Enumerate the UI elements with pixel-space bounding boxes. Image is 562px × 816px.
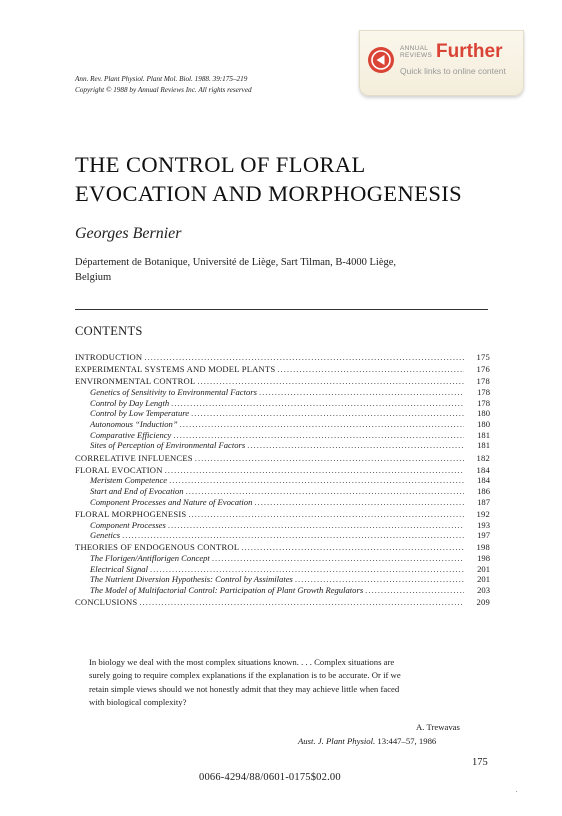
toc-leader-dots xyxy=(180,419,464,430)
toc-entry-page: 182 xyxy=(476,452,490,463)
toc-leader-dots xyxy=(150,564,464,575)
toc-entry[interactable] xyxy=(75,509,490,520)
toc-entry[interactable] xyxy=(75,408,490,419)
toc-entry-page: 198 xyxy=(477,553,490,564)
toc-leader-dots xyxy=(165,465,464,476)
citation-line-1: Ann. Rev. Plant Physiol. Plant Mol. Biol. 1988. 39:175–219 xyxy=(75,75,248,83)
toc-entry[interactable] xyxy=(75,364,490,375)
toc-leader-dots xyxy=(295,574,464,585)
toc-leader-dots xyxy=(259,387,464,398)
toc-entry-page: 176 xyxy=(476,364,490,375)
toc-entry[interactable] xyxy=(75,398,490,409)
article-title: THE CONTROL OF FLORAL EVOCATION AND MORPHOGENESIS xyxy=(75,152,463,206)
toc-entry[interactable] xyxy=(75,574,490,585)
toc-entry[interactable] xyxy=(75,453,490,464)
toc-entry-page: 180 xyxy=(477,408,490,419)
page-number: 175 xyxy=(472,757,488,768)
toc-entry-page: 184 xyxy=(477,475,490,486)
toc-entry-page: 186 xyxy=(477,486,490,497)
annual-reviews-further-badge[interactable] xyxy=(359,30,524,96)
toc-entry-label: Control by Day Length xyxy=(90,397,170,408)
toc-entry-label: CORRELATIVE INFLUENCES xyxy=(75,452,193,463)
badge-tagline: Quick links to online content xyxy=(400,66,506,76)
toc-entry-page: 193 xyxy=(477,519,490,530)
toc-entry-page: 178 xyxy=(476,376,490,387)
toc-entry-label: Autonomous “Induction” xyxy=(90,419,178,430)
table-of-contents xyxy=(75,352,490,608)
toc-entry-page: 175 xyxy=(476,352,490,362)
toc-entry-page: 181 xyxy=(477,440,490,451)
author-affiliation: Département de Botanique, Université de Liège, Sart Tilman, B-4000 Liège, Belgium xyxy=(75,257,397,283)
toc-entry-label: Component Processes xyxy=(90,519,166,530)
toc-entry-label: CONCLUSIONS xyxy=(75,597,138,608)
citation-line-2: Copyright © 1988 by Annual Reviews Inc. All rights reserved xyxy=(75,86,252,94)
author-name: Georges Bernier xyxy=(75,225,182,242)
toc-entry[interactable] xyxy=(75,520,490,531)
toc-entry-label: FLORAL EVOCATION xyxy=(75,464,163,475)
toc-leader-dots xyxy=(173,430,464,441)
toc-entry-label: Sites of Perception of Environmental Factors xyxy=(90,440,246,451)
toc-leader-dots xyxy=(365,585,464,596)
toc-entry-page: 192 xyxy=(476,508,490,519)
further-brand: Further xyxy=(436,41,503,62)
toc-entry[interactable] xyxy=(75,553,490,564)
toc-entry[interactable] xyxy=(75,486,490,497)
toc-entry[interactable] xyxy=(75,585,490,596)
toc-entry[interactable] xyxy=(75,387,490,398)
play-left-icon xyxy=(368,47,394,73)
toc-entry[interactable] xyxy=(75,564,490,575)
toc-leader-dots xyxy=(195,453,464,464)
toc-leader-dots xyxy=(139,597,464,608)
toc-entry-page: 197 xyxy=(477,530,490,541)
toc-entry[interactable] xyxy=(75,497,490,508)
toc-leader-dots xyxy=(122,530,464,541)
toc-entry-label: THEORIES OF ENDOGENOUS CONTROL xyxy=(75,542,240,553)
journal-citation xyxy=(75,74,252,96)
toc-entry-label: The Nutrient Diversion Hypothesis: Control by Assimilates xyxy=(90,574,293,585)
scan-speck xyxy=(516,791,517,792)
toc-entry-page: 184 xyxy=(476,464,490,475)
toc-leader-dots xyxy=(169,475,464,486)
quote-ref: 13:447–57, 1986 xyxy=(377,736,437,746)
toc-entry[interactable] xyxy=(75,542,490,553)
toc-entry[interactable] xyxy=(75,376,490,387)
toc-leader-dots xyxy=(254,497,464,508)
toc-leader-dots xyxy=(241,542,464,553)
toc-entry-page: 203 xyxy=(477,585,490,596)
toc-entry-label: Genetics of Sensitivity to Environmental Factors xyxy=(90,387,257,398)
quote-author: A. Trewavas xyxy=(416,722,460,732)
toc-entry-label: Start and End of Evocation xyxy=(90,486,184,497)
toc-entry-label: INTRODUCTION xyxy=(75,352,143,362)
toc-entry-label: Component Processes and Nature of Evocation xyxy=(90,496,253,507)
toc-leader-dots xyxy=(247,440,464,451)
toc-entry-label: Electrical Signal xyxy=(90,563,148,574)
quote-source xyxy=(298,736,436,746)
toc-entry-page: 201 xyxy=(477,574,490,585)
toc-leader-dots xyxy=(188,509,464,520)
toc-entry-label: EXPERIMENTAL SYSTEMS AND MODEL PLANTS xyxy=(75,364,276,375)
toc-entry-label: ENVIRONMENTAL CONTROL xyxy=(75,376,196,387)
toc-leader-dots xyxy=(144,352,464,363)
section-divider xyxy=(75,309,488,310)
toc-entry-label: FLORAL MORPHOGENESIS xyxy=(75,508,187,519)
toc-entry[interactable] xyxy=(75,597,490,608)
quote-journal: Aust. J. Plant Physiol. xyxy=(298,736,376,746)
toc-entry-label: Control by Low Temperature xyxy=(90,408,190,419)
toc-leader-dots xyxy=(212,553,464,564)
toc-entry-page: 198 xyxy=(476,542,490,553)
toc-leader-dots xyxy=(171,398,464,409)
toc-entry[interactable] xyxy=(75,419,490,430)
toc-leader-dots xyxy=(168,520,464,531)
toc-entry[interactable] xyxy=(75,465,490,476)
contents-heading: CONTENTS xyxy=(75,324,143,338)
toc-leader-dots xyxy=(186,486,464,497)
annual-reviews-wordmark: ANNUAL REVIEWS xyxy=(400,45,433,59)
toc-entry-page: 187 xyxy=(477,496,490,507)
toc-leader-dots xyxy=(191,408,464,419)
toc-entry[interactable] xyxy=(75,440,490,451)
toc-entry-label: The Florigen/Antiflorigen Concept xyxy=(90,553,210,564)
toc-entry[interactable] xyxy=(75,475,490,486)
toc-entry-page: 181 xyxy=(477,429,490,440)
epigraph-quote: In biology we deal with the most complex situations known. . . . Complex situations are surely going to require complex explanations if the explanation is to be accurate. Or if we retain simple views should we not honestly admit that they may achieve little when faced with biological complexity? xyxy=(89,657,401,708)
toc-entry-label: The Model of Multifactorial Control: Participation of Plant Growth Regulators xyxy=(90,585,364,596)
toc-leader-dots xyxy=(197,376,464,387)
toc-entry-label: Genetics xyxy=(90,530,121,541)
toc-entry-label: Meristem Competence xyxy=(90,475,168,486)
toc-entry-label: Comparative Efficiency xyxy=(90,429,172,440)
toc-entry[interactable] xyxy=(75,530,490,541)
toc-leader-dots xyxy=(277,364,464,375)
toc-entry-page: 178 xyxy=(477,397,490,408)
toc-entry[interactable] xyxy=(75,352,490,363)
toc-entry-page: 209 xyxy=(476,597,490,608)
toc-entry-page: 180 xyxy=(477,419,490,430)
article-code: 0066-4294/88/0601-0175$02.00 xyxy=(199,772,341,783)
toc-entry-page: 178 xyxy=(477,387,490,398)
toc-entry[interactable] xyxy=(75,430,490,441)
toc-entry-page: 201 xyxy=(477,563,490,574)
